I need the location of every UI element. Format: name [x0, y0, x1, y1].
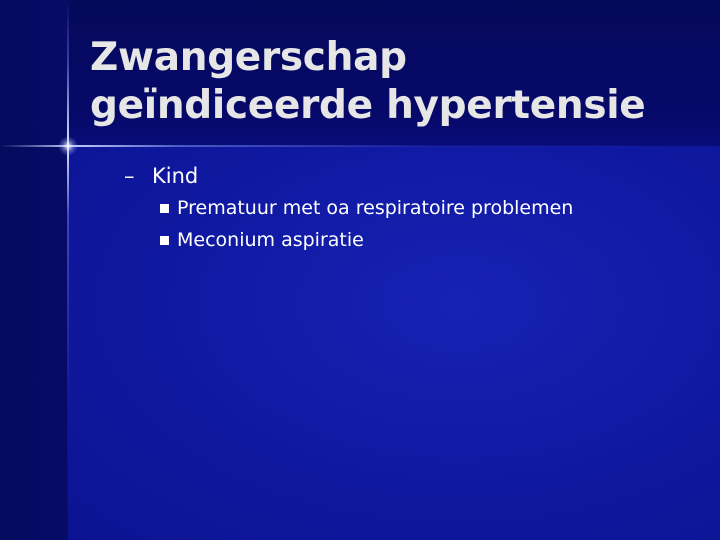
list-item-text: Meconium aspiratie [177, 229, 364, 251]
list-item [160, 192, 704, 224]
list-item-text: Prematuur met oa respiratoire problemen [177, 197, 574, 219]
left-strip [0, 0, 68, 540]
cross-glow [58, 136, 78, 156]
slide-title [90, 34, 710, 130]
dash-bullet-icon: – [124, 164, 135, 188]
list-item [160, 224, 704, 256]
cross-horizontal-line [0, 145, 720, 147]
square-bullet-icon [160, 236, 169, 245]
cross-vertical-line [67, 0, 69, 540]
square-bullet-icon [160, 204, 169, 213]
bullet-level-1 [124, 160, 704, 192]
title-line-1: Zwangerschap [90, 35, 407, 80]
section-label: Kind [152, 164, 199, 188]
title-line-2: geïndiceerde hypertensie [90, 83, 646, 128]
slide-body [124, 160, 704, 256]
